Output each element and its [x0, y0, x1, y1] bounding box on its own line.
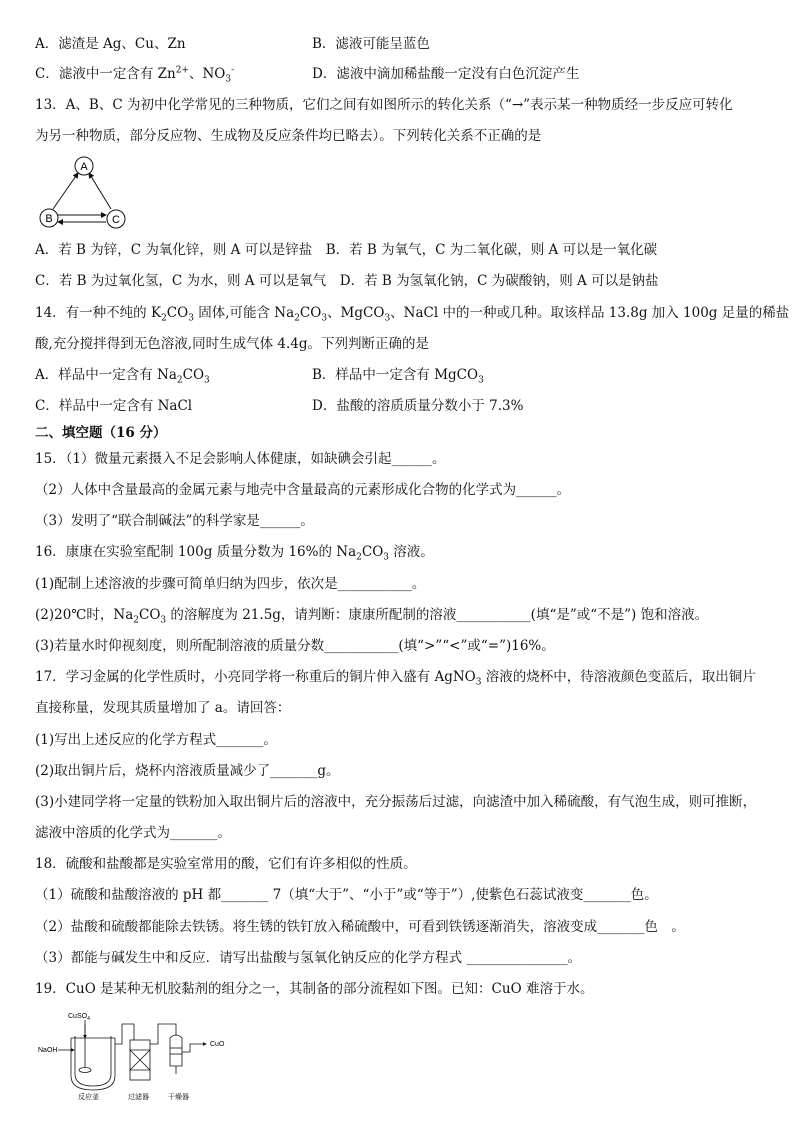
q17-part2: (2)取出铜片后，烧杯内溶液质量减少了_______g。: [35, 763, 340, 779]
q14-option-a: A．样品中一定含有 $Na_2CO_3$: [35, 367, 210, 386]
q19-stem: 19．CuO 是某种无机胶黏剂的组分之一，其制备的部分流程如下图。已知：CuO 难溶于水。: [35, 981, 594, 997]
q17-part3-line1: (3)小建同学将一定量的铁粉加入取出铜片后的溶液中，充分振荡后过滤，向滤渣中加入稀硫酸，有气泡生成，则可推断，: [35, 794, 757, 810]
q15-line3: （3）发明了“联合制碱法”的科学家是______。: [35, 513, 314, 529]
section-heading: 二、填空题（16 分）: [35, 425, 167, 441]
q18-stem: 18．硫酸和盐酸都是实验室常用的酸，它们有许多相似的性质。: [35, 856, 417, 872]
q16-part1: (1)配制上述溶液的步骤可简单归纳为四步，依次是___________。: [35, 576, 426, 592]
q16-stem: 16．康康在实验室配制 100g 质量分数为 16%的 $Na_2CO_3$ 溶液。: [35, 544, 434, 563]
filter-label: 过滤器: [128, 1094, 149, 1101]
q13-stem-line1: 13．A、B、C 为初中化学常见的三种物质，它们之间有如图所示的转化关系（“→”表示某一种物质经一步反应可转化: [35, 97, 733, 113]
q14-option-b: B．样品中一定含有 MgCO$_3$: [312, 367, 484, 386]
q18-part3: （3）都能与碱发生中和反应．请写出盐酸与氢氧化钠反应的化学方程式 _______________。: [35, 950, 582, 966]
q18-part1: （1）硫酸和盐酸溶液的 pH 都_______ 7（填“大于”、“小于”或“等于”）,使紫色石蕊试液变_______色。: [35, 887, 658, 903]
filter-box: [130, 1040, 150, 1080]
q14-option-c: C．样品中一定含有 NaCl: [35, 398, 193, 414]
q13-options-cd: C．若 B 为过氧化氢，C 为水，则 A 可以是氧气 D．若 B 为氢氧化钠，C 为碳酸钠，则 A 可以是钠盐: [35, 273, 659, 289]
q17-stem-line1: 17．学习金属的化学性质时，小亮同学将一称重后的铜片伸入盛有 AgNO$_3$ 溶液的烧杯中，待溶液颜色变蓝后，取出铜片: [35, 669, 756, 688]
q18-part2: （2）盐酸和硫酸都能除去铁锈。将生锈的铁钉放入稀硫酸中，可看到铁锈逐渐消失，溶液变成_______色 。: [35, 919, 685, 935]
cuso4-label: CuSO$_4$: [68, 1013, 90, 1022]
q14-stem-line2: 酸,充分搅拌得到无色溶液,同时生成气体 4.4g。下列判断正确的是: [35, 336, 429, 352]
q15-line2: （2）人体中含量最高的金属元素与地壳中含量最高的元素形成化合物的化学式为______。: [35, 482, 571, 498]
cuo-label: CuO: [210, 1041, 225, 1048]
node-c: C: [112, 214, 120, 226]
dryer-label: 干燥器: [168, 1094, 189, 1101]
q16-part2: (2)20℃时，$Na_2CO_3$ 的溶解度为 21.5g，请判断：康康所配制的溶液___________(填“是”或“不是”) 饱和溶液。: [35, 607, 709, 626]
arrow-c-to-a: [89, 173, 111, 209]
reactor-vessel: [71, 1024, 115, 1090]
q12-option-c: C．滤液中一定含有 $Zn^{2+}$、$NO_3^-$: [35, 65, 235, 85]
arrow-b-to-a: [53, 173, 78, 209]
naoh-label: NaOH: [38, 1047, 58, 1054]
q19-process-flow-diagram: [38, 1008, 268, 1103]
node-a: A: [80, 161, 88, 173]
q13-triangle-diagram: [36, 154, 131, 234]
q12-option-a: A．滤渣是 Ag、Cu、Zn: [35, 36, 186, 52]
reactor-label: 反应釜: [78, 1094, 99, 1101]
q13-options-ab: A．若 B 为锌，C 为氧化锌，则 A 可以是锌盐 B．若 B 为氧气，C 为二氧化碳，则 A 可以是一氧化碳: [35, 242, 658, 258]
q14-option-d: D．盐酸的溶质质量分数小于 7.3%: [312, 398, 524, 414]
q15-line1: 15．（1）微量元素摄入不足会影响人体健康，如缺碘会引起______。: [35, 451, 446, 467]
dryer: [170, 1035, 182, 1074]
q17-part3-line2: 滤液中溶质的化学式为_______。: [35, 825, 231, 841]
q13-stem-line2: 为另一种物质，部分反应物、生成物及反应条件均已略去）。下列转化关系不正确的是: [35, 128, 542, 144]
q12-option-b: B．滤液可能呈蓝色: [312, 36, 430, 52]
q17-stem-line2: 直接称量，发现其质量增加了 a。请回答：: [35, 700, 291, 716]
q14-stem-line1: 14．有一种不纯的 $K_2CO_3$ 固体,可能含 $Na_2CO_3$、MgCO$_3$、NaCl 中的一种或几种。取该样品 13.8g 加入 100g 足量的稀盐: [35, 305, 790, 324]
q12-option-d: D．滤液中滴加稀盐酸一定没有白色沉淀产生: [312, 66, 580, 82]
q16-part3: (3)若量水时仰视刻度，则所配制溶液的质量分数___________(填“>”“<”或“=”)16%。: [35, 638, 555, 654]
node-b: B: [45, 213, 53, 225]
q17-part1: (1)写出上述反应的化学方程式_______。: [35, 732, 277, 748]
